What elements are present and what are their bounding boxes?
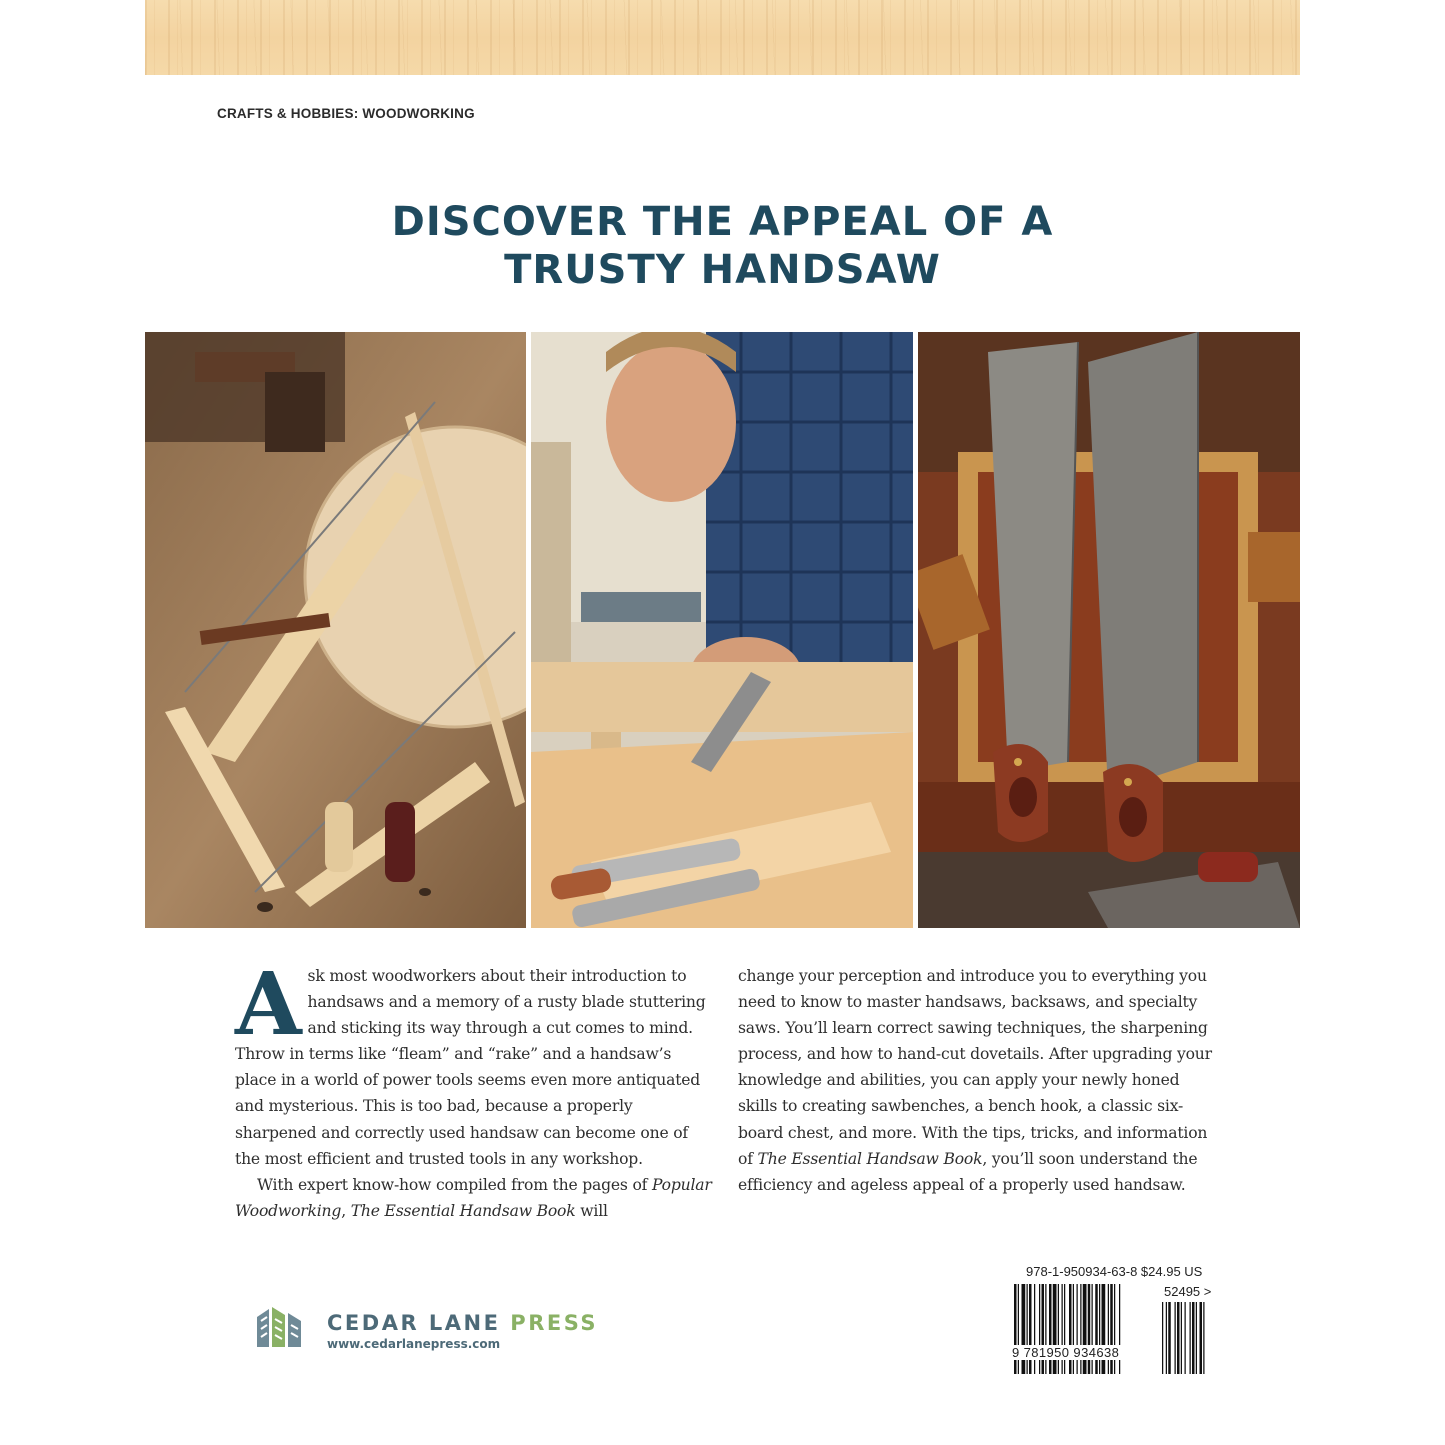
barcode-bar bbox=[1058, 1284, 1059, 1374]
publisher-logo-icon bbox=[255, 1305, 303, 1351]
headline bbox=[145, 198, 1300, 294]
category-label: CRAFTS & HOBBIES: WOODWORKING bbox=[217, 106, 475, 121]
barcode-bar bbox=[1203, 1302, 1204, 1374]
barcode-bar bbox=[1162, 1302, 1163, 1374]
publisher-name: CEDAR LANE PRESS bbox=[327, 1311, 599, 1335]
barcode-bar bbox=[1083, 1284, 1087, 1374]
barcode-bar bbox=[1039, 1284, 1040, 1374]
barcode-bar bbox=[1062, 1284, 1063, 1374]
barcode-bar bbox=[1053, 1284, 1057, 1374]
headline-line-1: DISCOVER THE APPEAL OF A bbox=[391, 199, 1054, 245]
barcode-bar bbox=[1175, 1302, 1176, 1374]
barcode-bar bbox=[1110, 1284, 1113, 1374]
photo-woodworker-sawing bbox=[531, 332, 913, 928]
publisher-url: www.cedarlanepress.com bbox=[327, 1337, 501, 1351]
barcode-bar bbox=[1092, 1284, 1093, 1374]
barcode-bar bbox=[1181, 1302, 1182, 1374]
barcode-bar bbox=[1049, 1284, 1052, 1374]
barcode-bar bbox=[1200, 1302, 1203, 1374]
barcode-bar bbox=[1034, 1284, 1035, 1374]
barcode-bar bbox=[1196, 1302, 1197, 1374]
headline-line-2: TRUSTY HANDSAW bbox=[504, 247, 941, 293]
barcode-bar bbox=[1088, 1284, 1091, 1374]
body-paragraph-3: change your perception and introduce you to everything you need to know to master handsaws, backsaws, and specialty saws. You’ll learn correct sawing techniques, the sharpening process, and how to hand-cut dovetails. After upgrading your knowledge and abilities, you can apply your newly honed skills to creating sawbenches, a bench hook, a classic six-board chest, and more. With the tips, tricks, and information of The Essential Handsaw Book, you’ll soon understand the efficiency and ageless appeal of a properly used handsaw. bbox=[738, 967, 1212, 1194]
publisher-block bbox=[255, 1305, 615, 1355]
barcode-bar bbox=[1108, 1284, 1109, 1374]
barcode-bar bbox=[1095, 1284, 1098, 1374]
barcode-bar bbox=[1177, 1302, 1180, 1374]
photo-antique-handsaws bbox=[918, 332, 1300, 928]
barcode-bar bbox=[1190, 1302, 1191, 1374]
barcode-bar bbox=[1102, 1284, 1106, 1374]
body-paragraph-2: With expert know-how compiled from the pages of Popular Woodworking, The Essential Handsaw Book will bbox=[235, 1175, 712, 1220]
barcode-bar bbox=[1192, 1302, 1195, 1374]
barcode-bar bbox=[1168, 1302, 1171, 1374]
barcode-bar bbox=[1166, 1302, 1167, 1374]
barcode-digits: 9 781950 934638 bbox=[1012, 1345, 1152, 1360]
barcode-bar bbox=[1069, 1284, 1072, 1374]
photo-bow-saw bbox=[145, 332, 526, 928]
body-column-left bbox=[235, 954, 715, 1224]
barcode-bar bbox=[1027, 1284, 1028, 1374]
body-column-right bbox=[738, 963, 1220, 1198]
barcode-bar bbox=[1018, 1284, 1019, 1374]
barcode-bar bbox=[1185, 1302, 1186, 1374]
barcode-bar bbox=[1045, 1284, 1046, 1374]
drop-cap: A bbox=[235, 954, 302, 1055]
barcode-bar bbox=[1099, 1284, 1100, 1374]
body-paragraph-1: Ask most woodworkers about their introduction to handsaws and a memory of a rusty blade stuttering and sticking its way through a cut comes to mind. Throw in terms like “fleam” and “rake” and a handsaw’s place in a world of power tools seems even more antiquated and mysterious. This is too bad, because a properly sharpened and correctly used handsaw can become one of the most efficient and trusted tools in any workshop. bbox=[235, 954, 706, 1168]
barcode-bar bbox=[1077, 1284, 1078, 1374]
barcode-bar bbox=[1064, 1284, 1065, 1374]
barcode-bar bbox=[1080, 1284, 1081, 1374]
barcode-bar bbox=[1029, 1284, 1032, 1374]
wood-grain-banner bbox=[145, 0, 1300, 75]
barcode-bar bbox=[1114, 1284, 1115, 1374]
isbn-price: 978-1-950934-63-8 $24.95 US bbox=[1026, 1264, 1203, 1279]
barcode-bar bbox=[1042, 1284, 1045, 1374]
barcode-bar bbox=[1119, 1284, 1120, 1374]
price-code: 52495 > bbox=[1164, 1284, 1212, 1299]
barcode-bar bbox=[1022, 1284, 1026, 1374]
barcode-bar bbox=[1014, 1284, 1017, 1374]
barcode-bar bbox=[1073, 1284, 1074, 1374]
